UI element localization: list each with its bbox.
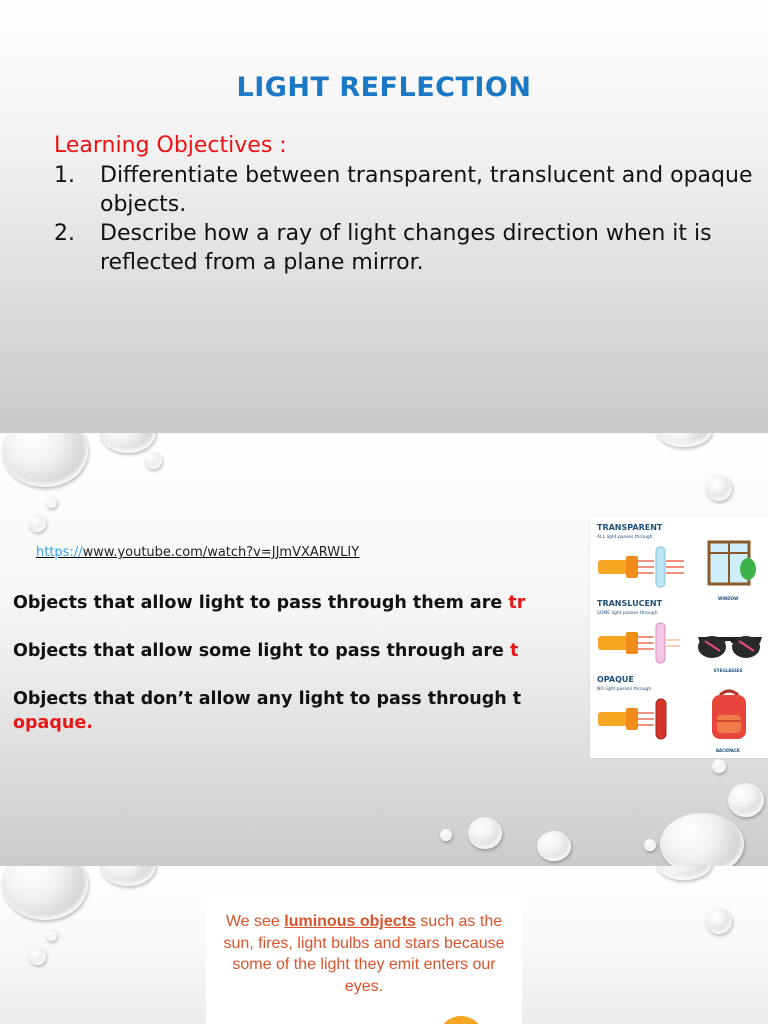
figure-caption: BACKPACK [716,748,740,753]
figure-subheading: ALL light passes through [597,535,653,540]
figure-caption: WINDOW [718,596,739,601]
opaque-word: opaque. [13,713,93,733]
sun-icon [438,1016,484,1024]
slide-1 [0,0,768,433]
light-transmission-infographic [590,517,768,758]
flashlight-icon [596,541,692,593]
water-drop-decoration [468,817,502,849]
card-text-end: such as the sun, fires, light bulbs and stars because some of the light they emit enters our eyes. [223,913,505,995]
youtube-link[interactable] [36,545,359,560]
link-url[interactable]: www.youtube.com/watch?v=JJmVXARWLIY [82,545,360,560]
water-drop-decoration [656,433,712,447]
objective-text: Differentiate between transparent, translucent and opaque objects. [100,163,753,217]
flashlight-icon [596,617,692,669]
window-icon [706,539,756,591]
figure-subheading: NO light passes through [597,687,652,692]
objective-text: Describe how a ray of light changes direction when it is reflected from a plane mirror. [100,221,712,275]
card-text-start: We see [225,913,285,930]
figure-caption: EYEGLASSES [714,668,743,673]
water-drop-decoration [728,783,764,817]
water-drop-decoration [712,759,726,773]
translucent-statement [13,641,518,661]
water-drop-decoration [46,930,57,941]
objective-number: 2. [54,221,75,246]
water-drop-decoration [2,866,88,920]
water-drop-decoration [46,497,57,508]
water-drop-decoration [656,866,712,880]
water-drop-decoration [537,831,571,861]
water-drop-decoration [440,829,452,841]
water-drop-decoration [100,433,156,453]
figure-subheading: SOME light passes through [597,611,658,616]
water-drop-decoration [2,433,88,487]
figure-heading: OPAQUE [597,675,634,684]
objectives-list [54,161,768,277]
statement-text: Objects that allow light to pass through them are [13,593,509,613]
card-text [214,911,514,997]
link-protocol[interactable]: https:// [36,545,83,560]
transparent-statement [13,593,525,613]
learning-objectives-heading: Learning Objectives : [54,133,287,158]
slide-3 [0,866,768,1024]
statement-text: Objects that allow some light to pass through are [13,641,510,661]
opaque-statement [13,689,521,709]
water-drop-decoration [100,866,156,886]
card-highlight: luminous objects [284,913,416,930]
statement-text: Objects that don’t allow any light to pass through t [13,689,522,709]
luminous-objects-card [206,896,522,1024]
slide-2 [0,433,768,866]
statement-highlight: tr [508,593,526,613]
flashlight-icon [596,693,692,745]
water-drop-decoration [706,475,732,501]
water-drop-decoration [660,813,744,866]
slide-title: LIGHT REFLECTION [236,72,532,103]
figure-heading: TRANSPARENT [597,523,663,532]
backpack-icon [706,687,752,743]
objective-item [54,219,768,277]
eyeglasses-icon [694,629,766,665]
water-drop-decoration [706,908,732,934]
water-drop-decoration [145,452,162,469]
water-drop-decoration [644,839,656,851]
water-drop-decoration [29,515,46,532]
water-drop-decoration [29,948,46,965]
figure-heading: TRANSLUCENT [597,599,663,608]
objective-number: 1. [54,163,75,188]
objective-item [54,161,768,219]
statement-highlight: t [509,641,519,661]
